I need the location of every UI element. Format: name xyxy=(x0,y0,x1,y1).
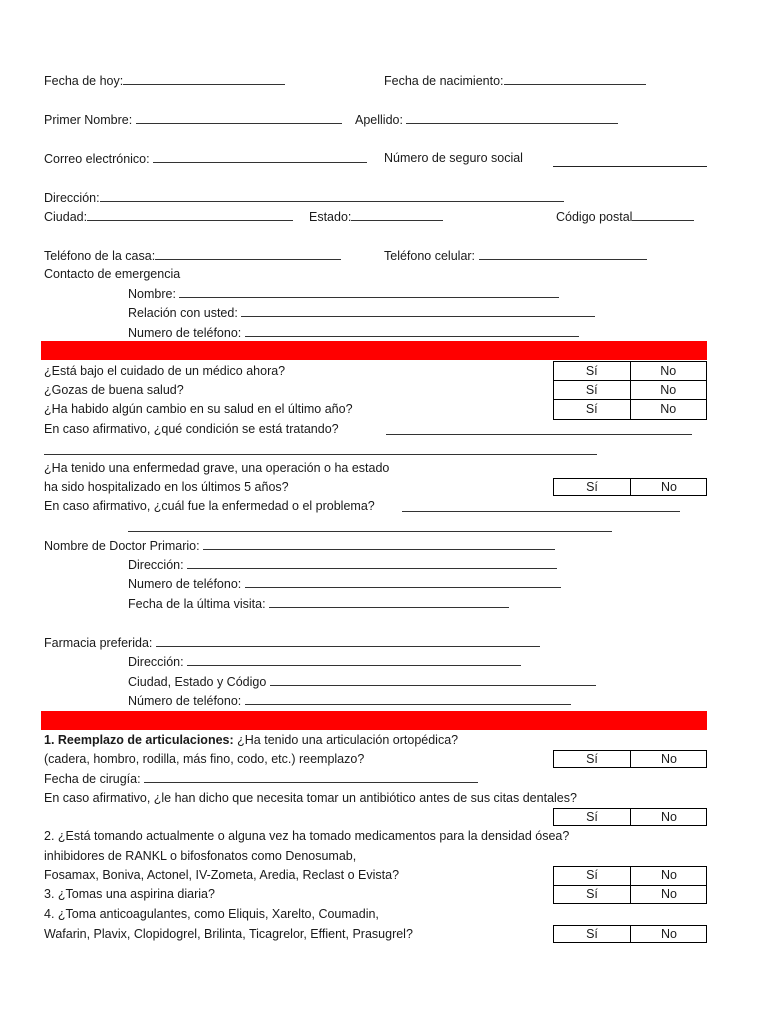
health-q1: ¿Está bajo el cuidado de un médico ahora? xyxy=(44,364,286,378)
doctor-ultima-visita-field[interactable]: Fecha de la última visita: xyxy=(128,596,509,612)
emergencia-nombre-field[interactable]: Nombre: xyxy=(128,286,559,302)
telefono-celular-field[interactable]: Teléfono celular: xyxy=(384,248,647,264)
doctor-direccion-field[interactable]: Dirección: xyxy=(128,557,557,573)
seguro-social-input[interactable] xyxy=(553,166,707,167)
meds-q2-line3: Fosamax, Boniva, Actonel, IV-Zometa, Aredia, Reclast o Evista? xyxy=(44,868,400,882)
estado-field[interactable]: Estado: xyxy=(309,209,443,225)
health-q4-line1: ¿Ha tenido una enfermedad grave, una operación o ha estado xyxy=(44,461,390,475)
si-option[interactable]: Sí xyxy=(554,362,631,380)
si-option[interactable]: Sí xyxy=(554,400,631,419)
si-option[interactable]: Sí xyxy=(554,867,631,885)
meds-q4-line2: Wafarin, Plavix, Clopidogrel, Brilinta, Ticagrelor, Effient, Prasugrel? xyxy=(44,927,413,941)
farmacia-telefono-field[interactable]: Número de teléfono: xyxy=(128,693,571,709)
q4-followup-line-2[interactable] xyxy=(128,531,612,532)
no-option[interactable]: No xyxy=(661,868,677,882)
meds-q1-answer xyxy=(553,750,707,768)
doctor-nombre-field[interactable]: Nombre de Doctor Primario: xyxy=(44,538,555,554)
farmacia-field[interactable]: Farmacia preferida: xyxy=(44,635,540,651)
meds-q2-line2: inhibidores de RANKL o bifosfonatos como Denosumab, xyxy=(44,849,357,863)
no-option[interactable]: No xyxy=(661,927,677,941)
si-option[interactable]: Sí xyxy=(554,479,631,495)
farmacia-ciudad-field[interactable]: Ciudad, Estado y Código xyxy=(128,674,596,690)
no-option[interactable]: No xyxy=(660,364,677,378)
answer-row-q3 xyxy=(554,400,706,419)
no-option[interactable]: No xyxy=(661,480,677,494)
doctor-telefono-field[interactable]: Numero de teléfono: xyxy=(128,576,561,592)
answer-row-q2 xyxy=(554,381,706,400)
no-option[interactable]: No xyxy=(660,383,677,397)
si-option[interactable]: Sí xyxy=(554,381,631,399)
direccion-field[interactable]: Dirección: xyxy=(44,190,564,206)
meds-q1: 1. Reemplazo de articulaciones: ¿Ha tenido una articulación ortopédica? xyxy=(44,733,459,747)
apellido-field[interactable]: Apellido: xyxy=(355,112,618,128)
answer-row-q3 xyxy=(554,886,706,904)
si-option[interactable]: Sí xyxy=(554,926,631,942)
fecha-hoy-field[interactable]: Fecha de hoy: xyxy=(44,73,285,89)
health-q3: ¿Ha habido algún cambio en su salud en el último año? xyxy=(44,402,353,416)
health-q4-answer xyxy=(553,478,707,496)
emergencia-relacion-field[interactable]: Relación con usted: xyxy=(128,305,595,321)
meds-q2-q3-answers xyxy=(553,866,707,904)
si-option[interactable]: Sí xyxy=(554,886,631,904)
health-q4-followup: En caso afirmativo, ¿cuál fue la enfermedad o el problema? xyxy=(44,499,375,513)
q3-followup-line[interactable] xyxy=(386,434,692,435)
meds-q4-answer xyxy=(553,925,707,943)
fecha-cirugia-field[interactable]: Fecha de cirugía: xyxy=(44,771,478,787)
meds-q3: 3. ¿Tomas una aspirina diaria? xyxy=(44,887,215,901)
q4-followup-line[interactable] xyxy=(402,511,680,512)
section-bar-medications xyxy=(41,711,707,730)
health-answer-grid xyxy=(553,361,707,420)
answer-row-q1 xyxy=(554,362,706,381)
meds-antibiotic-answer xyxy=(553,808,707,826)
fecha-nacimiento-field[interactable]: Fecha de nacimiento: xyxy=(384,73,646,89)
si-option[interactable]: Sí xyxy=(554,751,631,767)
no-option[interactable]: No xyxy=(661,886,677,901)
ciudad-field[interactable]: Ciudad: xyxy=(44,209,293,225)
meds-q4-line1: 4. ¿Toma anticoagulantes, como Eliquis, Xarelto, Coumadin, xyxy=(44,907,379,921)
health-q3-followup: En caso afirmativo, ¿qué condición se está tratando? xyxy=(44,422,339,436)
correo-field[interactable]: Correo electrónico: xyxy=(44,151,367,167)
q3-followup-line-2[interactable] xyxy=(44,454,597,455)
primer-nombre-field[interactable]: Primer Nombre: xyxy=(44,112,342,128)
emergencia-telefono-field[interactable]: Numero de teléfono: xyxy=(128,325,579,341)
si-option[interactable]: Sí xyxy=(554,809,631,825)
meds-q2-line1: 2. ¿Está tomando actualmente o alguna vez ha tomado medicamentos para la densidad ósea? xyxy=(44,829,570,843)
emergencia-heading: Contacto de emergencia xyxy=(44,267,181,281)
no-option[interactable]: No xyxy=(660,402,677,416)
health-q2: ¿Gozas de buena salud? xyxy=(44,383,184,397)
farmacia-direccion-field[interactable]: Dirección: xyxy=(128,654,521,670)
section-bar-health xyxy=(41,341,707,360)
meds-q1-line2: (cadera, hombro, rodilla, más fino, codo, etc.) reemplazo? xyxy=(44,752,365,766)
no-option[interactable]: No xyxy=(661,810,677,824)
no-option[interactable]: No xyxy=(661,752,677,766)
answer-row-q2 xyxy=(554,867,706,886)
health-q4-line2: ha sido hospitalizado en los últimos 5 años? xyxy=(44,480,289,494)
seguro-social-label: Número de seguro social xyxy=(384,151,523,165)
meds-antibiotic: En caso afirmativo, ¿le han dicho que necesita tomar un antibiótico antes de sus citas dentales? xyxy=(44,791,577,805)
telefono-casa-field[interactable]: Teléfono de la casa: xyxy=(44,248,341,264)
codigo-postal-field[interactable]: Código postal xyxy=(556,209,694,225)
